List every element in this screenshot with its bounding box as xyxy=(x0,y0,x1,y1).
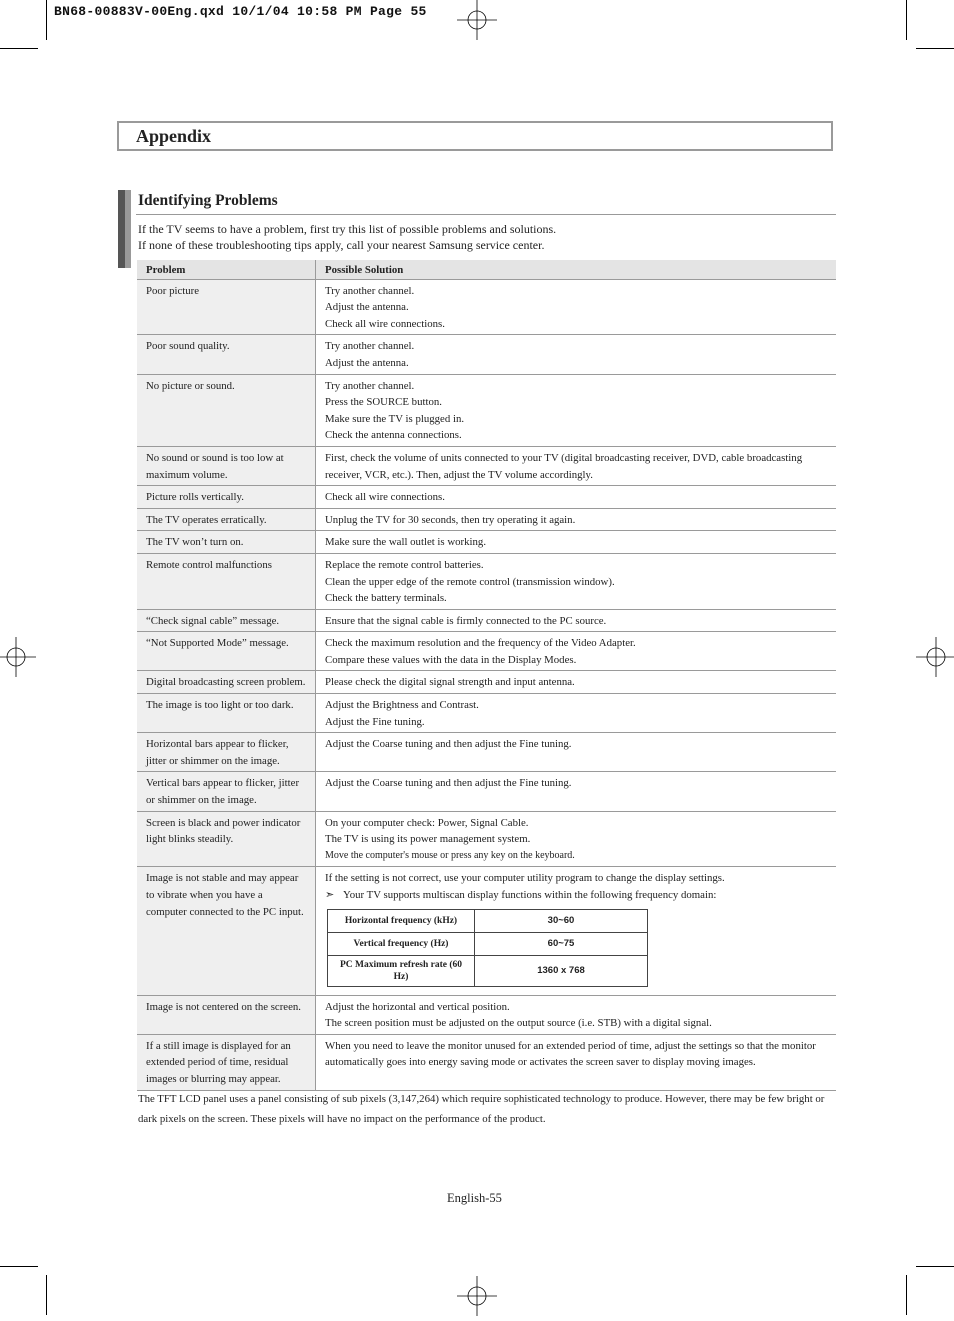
solution-line: Adjust the antenna. xyxy=(325,356,409,369)
solution-cell xyxy=(316,694,837,733)
solution-line: Try another channel. xyxy=(325,379,415,392)
solution-line: Adjust the horizontal and vertical position. xyxy=(325,1000,510,1013)
problem-cell: Screen is black and power indicator light blinks steadily. xyxy=(137,811,316,867)
section-accent-bar xyxy=(125,190,131,268)
solution-cell xyxy=(316,335,837,374)
crop-mark xyxy=(46,0,47,40)
problem-cell: Remote control malfunctions xyxy=(137,553,316,609)
table-row xyxy=(137,1034,836,1090)
solution-cell xyxy=(316,733,837,772)
frequency-value: 60~75 xyxy=(475,932,648,955)
section-title: Identifying Problems xyxy=(138,192,278,209)
solution-line: Adjust the Coarse tuning and then adjust the Fine tuning. xyxy=(325,777,572,790)
problem-cell: Poor picture xyxy=(137,279,316,335)
frequency-table xyxy=(327,909,648,987)
crop-mark xyxy=(0,48,38,49)
solution-cell xyxy=(316,508,837,531)
solution-line: Replace the remote control batteries. xyxy=(325,558,484,571)
solution-cell xyxy=(316,374,837,446)
solution-line: Check the maximum resolution and the frequency of the Video Adapter. xyxy=(325,637,636,650)
problem-cell: “Not Supported Mode” message. xyxy=(137,632,316,671)
table-row xyxy=(137,374,836,446)
frequency-row xyxy=(328,955,648,986)
problem-cell: Vertical bars appear to flicker, jitter or shimmer on the image. xyxy=(137,772,316,811)
table-row xyxy=(137,531,836,554)
table-row xyxy=(137,446,836,485)
problem-cell: No picture or sound. xyxy=(137,374,316,446)
problem-cell: No sound or sound is too low at maximum volume. xyxy=(137,446,316,485)
intro-line: If the TV seems to have a problem, first try this list of possible problems and solutions. xyxy=(138,222,557,236)
table-row xyxy=(137,867,836,995)
table-header-row xyxy=(137,260,836,279)
solution-line: Adjust the Fine tuning. xyxy=(325,715,425,728)
troubleshooting-table xyxy=(137,260,836,1091)
solution-line: Try another channel. xyxy=(325,340,415,353)
solution-cell xyxy=(316,609,837,632)
table-row xyxy=(137,694,836,733)
note-arrow-icon: ➣ xyxy=(325,889,335,901)
problem-cell: Picture rolls vertically. xyxy=(137,486,316,509)
solution-line: Press the SOURCE button. xyxy=(325,396,442,409)
problem-cell: The image is too light or too dark. xyxy=(137,694,316,733)
solution-cell xyxy=(316,995,837,1034)
page-number: English-55 xyxy=(447,1191,502,1205)
registration-mark-icon xyxy=(457,1276,497,1316)
table-row xyxy=(137,508,836,531)
solution-cell xyxy=(316,811,837,867)
table-row xyxy=(137,733,836,772)
solution-line: Check all wire connections. xyxy=(325,491,445,504)
solution-line: Compare these values with the data in the Display Modes. xyxy=(325,653,577,666)
note-line xyxy=(325,887,827,904)
solution-cell xyxy=(316,486,837,509)
solution-line: Make sure the wall outlet is working. xyxy=(325,536,487,549)
solution-line: Clean the upper edge of the remote control (transmission window). xyxy=(325,575,615,588)
appendix-header xyxy=(117,121,833,151)
solution-cell xyxy=(316,279,837,335)
solution-line: Please check the digital signal strength and input antenna. xyxy=(325,676,575,689)
solution-cell xyxy=(316,446,837,485)
problem-cell: Image is not centered on the screen. xyxy=(137,995,316,1034)
solution-line: Check all wire connections. xyxy=(325,317,445,330)
intro-text xyxy=(138,222,556,253)
footnote: The TFT LCD panel uses a panel consisting of sub pixels (3,147,264) which require sophisticated technology to produce. However, there may be few bright or dark pixels on the screen. These pixels will have no impact on the performance of the product. xyxy=(138,1093,825,1125)
solution-line: When you need to leave the monitor unused for an extended period of time, adjust the settings so that the monitor automatically goes into energy saving mode or activates the screen saver to display moving images. xyxy=(325,1039,816,1069)
intro-line: If none of these troubleshooting tips apply, call your nearest Samsung service center. xyxy=(138,237,545,252)
table-row xyxy=(137,995,836,1034)
problem-cell: If a still image is displayed for an extended period of time, residual images or blurring may appear. xyxy=(137,1034,316,1090)
solution-cell xyxy=(316,772,837,811)
frequency-row xyxy=(328,932,648,955)
divider xyxy=(136,214,836,215)
registration-mark-icon xyxy=(457,0,497,40)
solution-cell xyxy=(316,1034,837,1090)
problem-cell: The TV won’t turn on. xyxy=(137,531,316,554)
solution-line: Check the battery terminals. xyxy=(325,592,447,605)
frequency-label: PC Maximum refresh rate (60 Hz) xyxy=(328,955,475,986)
crop-mark xyxy=(906,0,907,40)
problem-cell: Poor sound quality. xyxy=(137,335,316,374)
solution-line: The TV is using its power management system. xyxy=(325,833,531,846)
solution-line: On your computer check: Power, Signal Cable. xyxy=(325,816,529,829)
table-row xyxy=(137,335,836,374)
frequency-label: Horizontal frequency (kHz) xyxy=(328,909,475,932)
crop-mark xyxy=(0,1266,38,1267)
registration-mark-icon xyxy=(916,637,954,677)
frequency-row xyxy=(328,909,648,932)
table-row xyxy=(137,486,836,509)
table-row xyxy=(137,772,836,811)
solution-cell xyxy=(316,671,837,694)
appendix-title: Appendix xyxy=(136,126,212,146)
crop-mark xyxy=(906,1275,907,1315)
frequency-value: 1360 x 768 xyxy=(475,955,648,986)
table-row xyxy=(137,553,836,609)
solution-line: Unplug the TV for 30 seconds, then try operating it again. xyxy=(325,513,576,526)
crop-mark xyxy=(916,48,954,49)
table-row xyxy=(137,279,836,335)
problem-cell: Image is not stable and may appear to vibrate when you have a computer connected to the PC input. xyxy=(137,867,316,995)
problem-cell: “Check signal cable” message. xyxy=(137,609,316,632)
solution-cell xyxy=(316,632,837,671)
frequency-value: 30~60 xyxy=(475,909,648,932)
table-row xyxy=(137,632,836,671)
solution-line: Try another channel. xyxy=(325,284,415,297)
table-row xyxy=(137,609,836,632)
column-header-solution: Possible Solution xyxy=(316,260,837,279)
note-text: Your TV supports multiscan display functions within the following frequency domain: xyxy=(343,889,717,901)
table-row xyxy=(137,671,836,694)
solution-line: Move the computer's mouse or press any key on the keyboard. xyxy=(325,849,575,861)
solution-line: Ensure that the signal cable is firmly connected to the PC source. xyxy=(325,614,607,627)
problem-cell: Horizontal bars appear to flicker, jitter or shimmer on the image. xyxy=(137,733,316,772)
registration-mark-icon xyxy=(0,637,36,677)
table-row xyxy=(137,811,836,867)
solution-line: Adjust the antenna. xyxy=(325,301,409,314)
problem-cell: The TV operates erratically. xyxy=(137,508,316,531)
solution-line: The screen position must be adjusted on the output source (i.e. STB) with a digital signal. xyxy=(325,1017,712,1030)
column-header-problem: Problem xyxy=(137,260,316,279)
printer-slug: BN68-00883V-00Eng.qxd 10/1/04 10:58 PM Page 55 xyxy=(54,4,427,19)
solution-cell xyxy=(316,867,837,995)
frequency-label: Vertical frequency (Hz) xyxy=(328,932,475,955)
solution-cell xyxy=(316,531,837,554)
solution-line: First, check the volume of units connected to your TV (digital broadcasting receiver, DVD, cable broadcasting receiver, VCR, etc.). Then, adjust the TV volume accordingly. xyxy=(325,451,803,481)
solution-line: If the setting is not correct, use your computer utility program to change the display settings. xyxy=(325,872,725,885)
problem-cell: Digital broadcasting screen problem. xyxy=(137,671,316,694)
solution-line: Adjust the Brightness and Contrast. xyxy=(325,699,479,712)
solution-cell xyxy=(316,553,837,609)
solution-line: Adjust the Coarse tuning and then adjust the Fine tuning. xyxy=(325,738,572,751)
solution-line: Make sure the TV is plugged in. xyxy=(325,412,465,425)
crop-mark xyxy=(46,1275,47,1315)
crop-mark xyxy=(916,1266,954,1267)
solution-line: Check the antenna connections. xyxy=(325,429,462,442)
